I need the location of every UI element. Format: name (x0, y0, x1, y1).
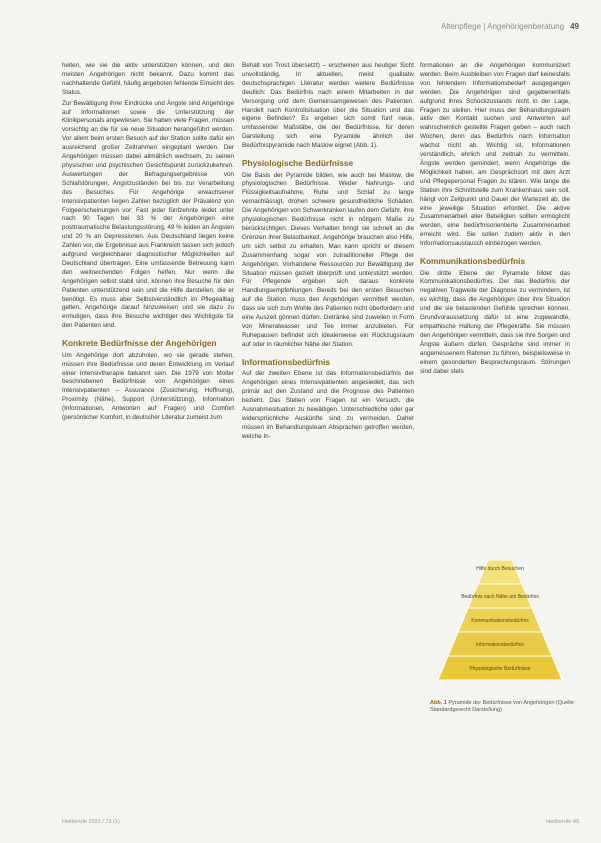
section-heading: Konkrete Bedürfnisse der Angehörigen (62, 338, 217, 349)
footer-right: Heilberufe 49 (546, 819, 579, 825)
section-heading: Physiologische Bedürfnisse (242, 158, 354, 169)
needs-pyramid (430, 560, 570, 680)
paragraph: Auf der zweiten Ebene ist das Informationsbedürfnis der Angehörigen eines Intensivpatienten angesiedelt, das sich primär auf den Zustand und die Prognose des Patienten bezieht. Das Stellen von Fragen ist ein Versuch, die Ausnahmesituation zu bewältigen. Unterschiedliche oder gar widersprüchliche Auskünfte sind zu vermeiden. Daher müssen im Behandlungsteam Absprachen getroffen werden, welche In- (242, 370, 414, 440)
caption-label: Abb. 1 (430, 700, 447, 706)
running-title: Altenpflege | Angehörigenberatung (441, 22, 565, 31)
caption-text: Pyramide der Bedürfnisse von Angehörigen (Quelle: Standardgerecht Darstellung) (430, 700, 576, 713)
pyramid-label: Kommunikationsbedürfnis (471, 618, 529, 624)
text-column-3 (420, 62, 570, 378)
paragraph: Behalt von Trost übersetzt) – erscheinen aus heutiger Sicht unvollständig. In aktuellen, meist qualitativ deutschsprachigen Literatur werden weitere Bedürfnisse deutlich: Das Bedürfnis nach einem Mitarbeiten in der Versorgung und dem Gemeinsamgewesen des Patienten. Handelt nach Kontrollsituation über die Situation und das eigene Befinden? Es ergeben sich somit fünf neue, umfassender Maßstäbe, die der Bedürfnisse, für deren Darstellung sich eine Pyramide ähnlich der Bedürfnispyramide nach Maslow eignet (Abb. 1). (242, 62, 414, 150)
pyramid-label: Informationsbedürfnis (475, 642, 525, 648)
paragraph: Die dritte Ebene der Pyramide bildet das Kommunikationsbedürfnis. Der das Bedürfnis der negativen Tragweite der Diagnose zu vermindern, ist es wichtig, dass die Angehörigen über ihre Situation und die sie belastenden Gefühle sprechen können. Grundvoraussetzung dafür ist eine zugewandte, empathische Haltung der Pflegekräfte. Sie müssen den Angehörigen vermitteln, dass sie ihre Sorgen und Ängste äußern dürfen. Gespräche sind immer in angemessenem Rahmen zu führen, beispielsweise in einem gesonderten Besprechungsraum. Störungen sind dabei stets (420, 269, 570, 375)
pyramid-level-1 (478, 560, 522, 584)
page-number: 49 (570, 22, 579, 31)
figure-caption (430, 700, 576, 714)
paragraph: Zur Bewältigung ihrer Eindrücke und Ängste sind Angehörige auf Informationen sowie die Unterstützung der Klinikpersonals angewiesen. Sie haben viele Fragen, müssen vorsichtig an die für sie neue Situation herangeführt werden. Vor allem beim ersten Besuch auf der Station sollte dafür ein ausreichend großer Zeitrahmen eingeplant werden. Der Angehörigen müssen dabei allmählich wechseln, zu seinen physischen und psychischen Gesichtspunkt zurückzukehren. Auswertungen der Befragungsergebnisse von Schlafstörungen, Angstzuständen bei bis zur Verarbeitung des Besuches. Für Angehörige erwachsener Intensivpatienten liegen Zahlen bezüglich der Prävalenz von Folgeerscheinungen vor: Fast jeder fünfzehnte leidet unter nach 90 Tagen bei 33 % der Angehörigen eine posttraumatische Belastungsstörung, 49 % leiden an Ängsten und 20 % an Depressionen. Aus Deutschland liegen keine Zahlen vor, die Ergebnisse aus Frankreich lassen sich jedoch aufgrund vergleichbarer diagnostischer Möglichkeiten auf Deutschland übertragen. Eine umfassende Betreuung kann den weitreichenden Folgen helfen. Nur wenn die Angehörigen selbst stabil sind, können ihre Besuche für den Patienten unterstützend sein und die Hilfe darstellen, die er benötigt. Es muss aber Selbstverständlich im Pflegealltag gelten, Angehörige darauf hinzuweisen und sie dazu zu ermutigen, dass ihre Besuche wichtiger des Wichtigste für den Patienten sind. (62, 99, 234, 330)
pyramid-label: Physiologische Bedürfnisse (469, 666, 531, 672)
pyramid-label: Hilfe durch Besuchen (476, 566, 524, 572)
footer-left: Heilberufe 2021 / 73 (1) (62, 819, 120, 825)
section-heading: Kommunikationsbedürfnis (420, 256, 526, 267)
pyramid-label: Bedürfnis nach Nähe am Bedürfnis (461, 594, 539, 600)
paragraph: Die Basis der Pyramide bilden, wie auch bei Maslow, die physiologischen Bedürfnisse. Weder Nahrungs- und Flüssigkeitsaufnahme, Ruhe und Schlaf zu lange vernachlässigt, drohen schwere gesundheitliche Schäden. Die Angehörigen von Schwerkranken laufen dem Gefahr, ihre physiologischen Bedürfnisse nicht in nötigem Maße zu berücksichtigen. Dieses Verhalten bringt sie schnell an die Grenzen ihrer Belastbarkeit. Angehörige brauchen also Hilfe, um sich selbst zu erhalten. Man kann spricht er diesem Zusammenhang sogar von zutraditioneller Pflege der Angehörigen. Vorhandene Ressourcen zur Bewältigung der Situation müssen gezielt überprüft und unterstützt werden. Für Pflegende ergeben sich daraus konkrete Handlungsempfehlungen. Bereits bei den ersten Besuchen auf die Station muss den Angehörigen vermittelt werden, dass sie sich zum Wohle des Patienten nicht überfordern und eine Auszeit gönnen dürfen. Getränke sind zuweilen in Form von Mineralwasser und Tee immer anzubieten. Für Ruhepausen befindet sich idealerweise ein Rückzugsraum auf oder in räumlicher Nähe der Station. (242, 171, 414, 348)
text-column-2 (242, 62, 414, 443)
paragraph: Um Angehörige dort abzuholen, wo sie gerade stehen, müssen ihre Bedürfnisse und deren Entwicklung im Verlauf einer Intensivtherapie bekannt sein. Die 1979 von Molter beschriebenen Bedürfnisse von Angehörigen eines Intensivpatienten – Assurance (Zusicherung, Hoffnung), Proximity (Nähe), Support (Unterstützung), Information (Informationen, Antworten auf Fragen) und Comfort (persönlicher Komfort, in deutscher Literatur zumeist zum (62, 351, 234, 422)
paragraph: formationen an die Angehörigen kommuniziert werden. Beim Ausbleiben von Fragen darf keinesfalls von fehlendem Informationsbedarf ausgegangen werden. Die Angehörigen sind gegebenenfalls aufgrund ihres Schockzustands nicht in der Lage, Fragen zu stellen. Hier muss der Behandlungsteam aktiv den Kontakt suchen und Antworten auf wahrscheinlich gestellte Fragen geben – auch nach Wochen, denn das Bedürfnis nach Information wächst nicht ab. Wichtig ist, Informationen verständlich, ehrlich und zeitnah zu vermitteln. Ängste werden gemindert, wenn Angehörige die Möglichkeit haben, am Gesprächsort mit dem Arzt und Pflegepersonal Fragen zu klären. Wie lange die Station ihre Schnittstelle zum Krankenhaus sein soll, hängt von Zeitpunkt und Dauer der Wartezeit ab, die eine jeweilige Situation erfordert. Die aktive Zusammenarbeit aller Beteiligten sollten ermöglicht werden, eine bedürfnisorientierte Zusammenarbeit erreicht wird. Sie sollen zudem aktiv in den Informationsaustausch einbezogen werden. (420, 62, 570, 248)
section-heading: Informationsbedürfnis (242, 356, 331, 367)
text-column-1 (62, 62, 234, 425)
paragraph: heiten, wie sie die aktiv unterstützen können, und den meisten Angehörigen nicht bekannt. Dazu kommt das nachhaltende Gefühl, häufig angeboten fehlende Einsicht des Status. (62, 62, 234, 96)
running-header (441, 22, 579, 31)
